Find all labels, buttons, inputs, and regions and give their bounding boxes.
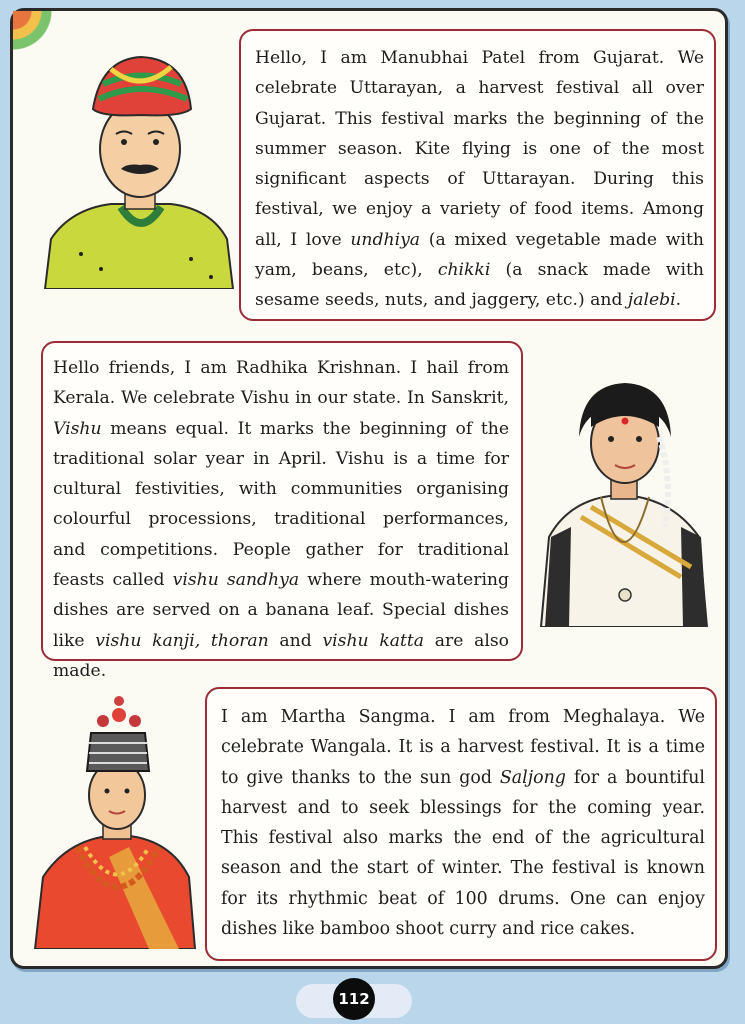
italic-term: Saljong [499,767,566,788]
martha-intro-text [221,702,705,944]
text-segment: means equal. It marks the beginning of the traditional solar year in April. Vishu is a time for cultural festivities, with communities organising colourful processions, traditional performances, and competitions. People gather for traditional feasts called [53,418,509,591]
italic-term: vishu katta [322,630,425,651]
manubhai-intro-card [239,29,716,321]
text-segment: are also made. [53,630,509,681]
text-segment: I am Martha Sangma. I am from Meghalaya. We celebrate Wangala. It is a harvest festival. It is a time to give thanks to the sun god [221,707,705,788]
italic-term: vishu sandhya [172,570,300,591]
radhika-portrait-illustration [531,377,717,627]
radhika-intro-text [53,353,509,686]
italic-term: vishu kanji, thoran [95,630,269,651]
text-segment: (a mixed vegetable made with yam, beans, etc), [255,229,704,281]
text-segment: and [268,630,323,651]
text-segment: Hello friends, I am Radhika Krishnan. I hail from Kerala. We celebrate Vishu in our state. In Sanskrit, [53,358,509,409]
manubhai-intro-text [255,43,704,316]
book-page [10,8,728,969]
text-segment: . [675,290,682,311]
italic-term: chikki [437,260,491,281]
page-number: 112 [333,978,375,1020]
martha-intro-card [205,687,717,961]
text-segment: where mouth-watering dishes are served on a banana leaf. Special dishes like [53,570,510,651]
italic-term: undhiya [350,229,421,250]
text-segment: for a bountiful harvest and to seek blessings for the coming year. This festival also marks the end of the agricultural season and the start of winter. The festival is known for its rhythmic beat of 100 drums. One can enjoy dishes like bamboo shoot curry and rice cakes. [221,767,705,940]
martha-portrait-illustration [29,687,203,949]
text-segment: Hello, I am Manubhai Patel from Gujarat. We celebrate Uttarayan, a harvest festival all over Gujarat. This festival marks the beginning of the summer season. Kite flying is one of the most significant aspects of Uttarayan. During this festival, we enjoy a variety of food items. Among all, I love [255,48,704,250]
italic-term: Vishu [53,418,102,439]
radhika-intro-card [41,341,523,681]
text-segment: (a snack made with sesame seeds, nuts, and jaggery, etc.) and [255,260,704,311]
manubhai-portrait-illustration [41,39,237,289]
italic-term: jalebi [627,290,676,311]
